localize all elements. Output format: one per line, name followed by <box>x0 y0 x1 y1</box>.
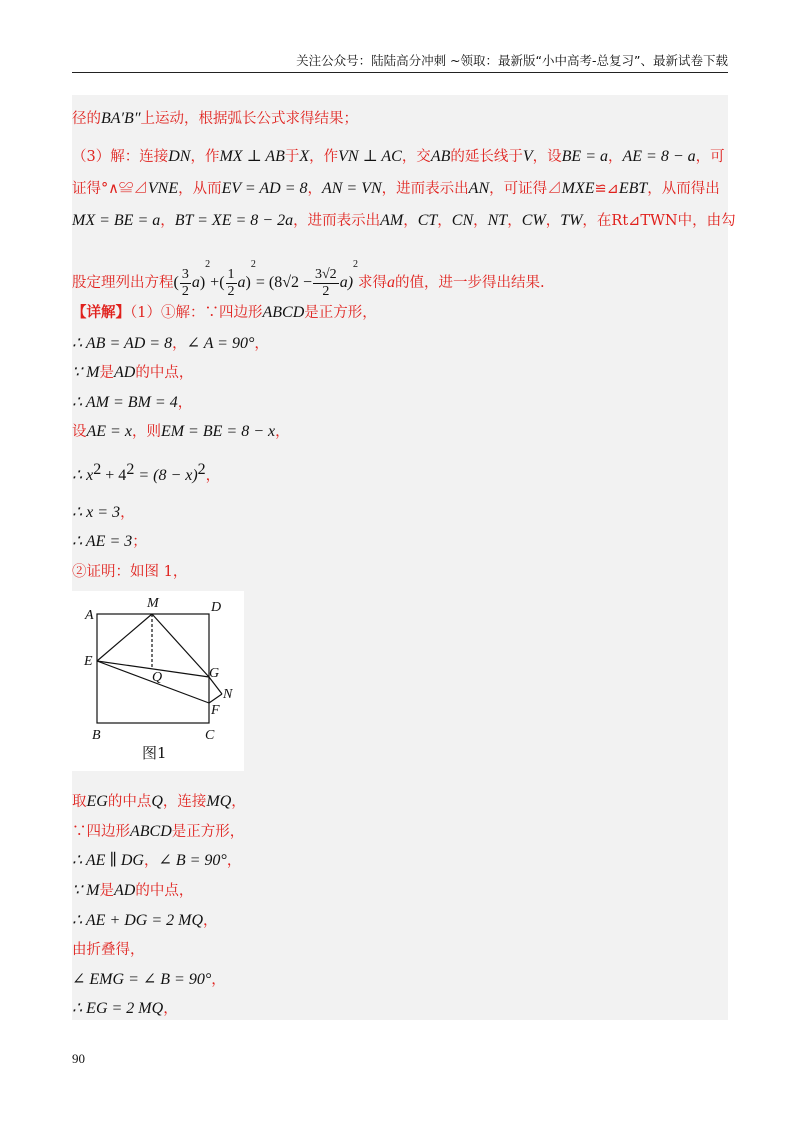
label-m: M <box>147 596 159 611</box>
text-line: ∴ AB = AD = 8，∠ A = 90°， <box>72 335 269 352</box>
text-line: ∴ EG = 2 MQ， <box>72 1000 178 1017</box>
text-line: ∴ AE = 3； <box>72 533 147 550</box>
figure-drawing <box>72 591 244 771</box>
text-line: 设AE = x，则EM = BE = 8 − x， <box>72 423 290 440</box>
text-line: ∴ $x^2 + 4^2 = (8 - x)^2$， <box>72 461 221 484</box>
segment-em <box>97 614 152 661</box>
geometry-figure <box>72 591 244 771</box>
label-q: Q <box>152 670 163 685</box>
solution-content <box>72 95 736 1020</box>
figure-caption: 图1 <box>142 744 167 762</box>
text-line: 证得°∧≌⊿VNE，从而EV = AD = 8，AN = VN，进而表示出AN，可证得⊿MXE≌⊿EBT，从而得出 <box>72 180 720 197</box>
page-number: 90 <box>72 1051 85 1066</box>
text-line: 径的BA′B″上运动，根据弧长公式求得结果； <box>72 110 358 127</box>
segment-mg <box>152 614 209 677</box>
text-line: 由折叠得， <box>72 942 145 958</box>
text-line: 取EG的中点Q，连接MQ， <box>72 793 246 810</box>
label-d: D <box>211 600 222 615</box>
text-line: ②证明：如图 1， <box>72 564 188 580</box>
page-header <box>72 50 728 73</box>
text-line: ∴ AM = BM = 4， <box>72 394 193 411</box>
label-f: F <box>211 703 220 718</box>
text-line: ∵ M是AD的中点， <box>72 364 194 381</box>
fraction: $\frac{3√2}{2}$ <box>315 266 337 299</box>
label-c: C <box>205 728 215 743</box>
text-line: ∠ EMG = ∠ B = 90°， <box>72 971 226 988</box>
segment-nf <box>209 694 222 703</box>
label-e: E <box>84 654 93 669</box>
label-a: A <box>85 608 94 623</box>
header-text: 关注公众号：陆陆高分冲刺 ~领取：最新版“小中高考-总复习”、最新试卷下载 <box>296 53 728 68</box>
text-line: 【详解】（1）①解：∵四边形ABCD是正方形， <box>72 304 377 321</box>
label-g: G <box>209 666 220 681</box>
text-line: ∵四边形ABCD是正方形， <box>72 823 245 840</box>
label-n: N <box>223 687 233 702</box>
fraction: $\frac{3}{2}$ <box>181 266 189 299</box>
text-line: ∴ AE ∥ DG，∠ B = 90°， <box>72 852 242 869</box>
text-line: （3）解：连接DN，作MX ⊥ AB于X，作VN ⊥ AC，交AB的延长线于V，设BE = a，AE = 8 − a，可 <box>72 148 725 165</box>
text-line: MX = BE = a，BT = XE = 8 − 2a，进而表示出AM，CT，CN，NT，CW，TW，在Rt⊿TWN中，由勾 <box>72 212 736 229</box>
text-line: ∴ x = 3， <box>72 504 135 521</box>
label-b: B <box>92 728 101 743</box>
equation-line: 股定理列出方程( $\frac{3}{2}$ a)$^2$+( $\frac{1}{2}$ a)$^2$= (8√2 − $\frac{3√2}{2}$ a)$^2$求得a的值，进一步得出结果. <box>72 259 545 299</box>
fraction: $\frac{1}{2}$ <box>227 266 235 299</box>
text-line: ∵ M是AD的中点， <box>72 882 194 899</box>
text-line: ∴ AE + DG = 2 MQ， <box>72 912 218 929</box>
